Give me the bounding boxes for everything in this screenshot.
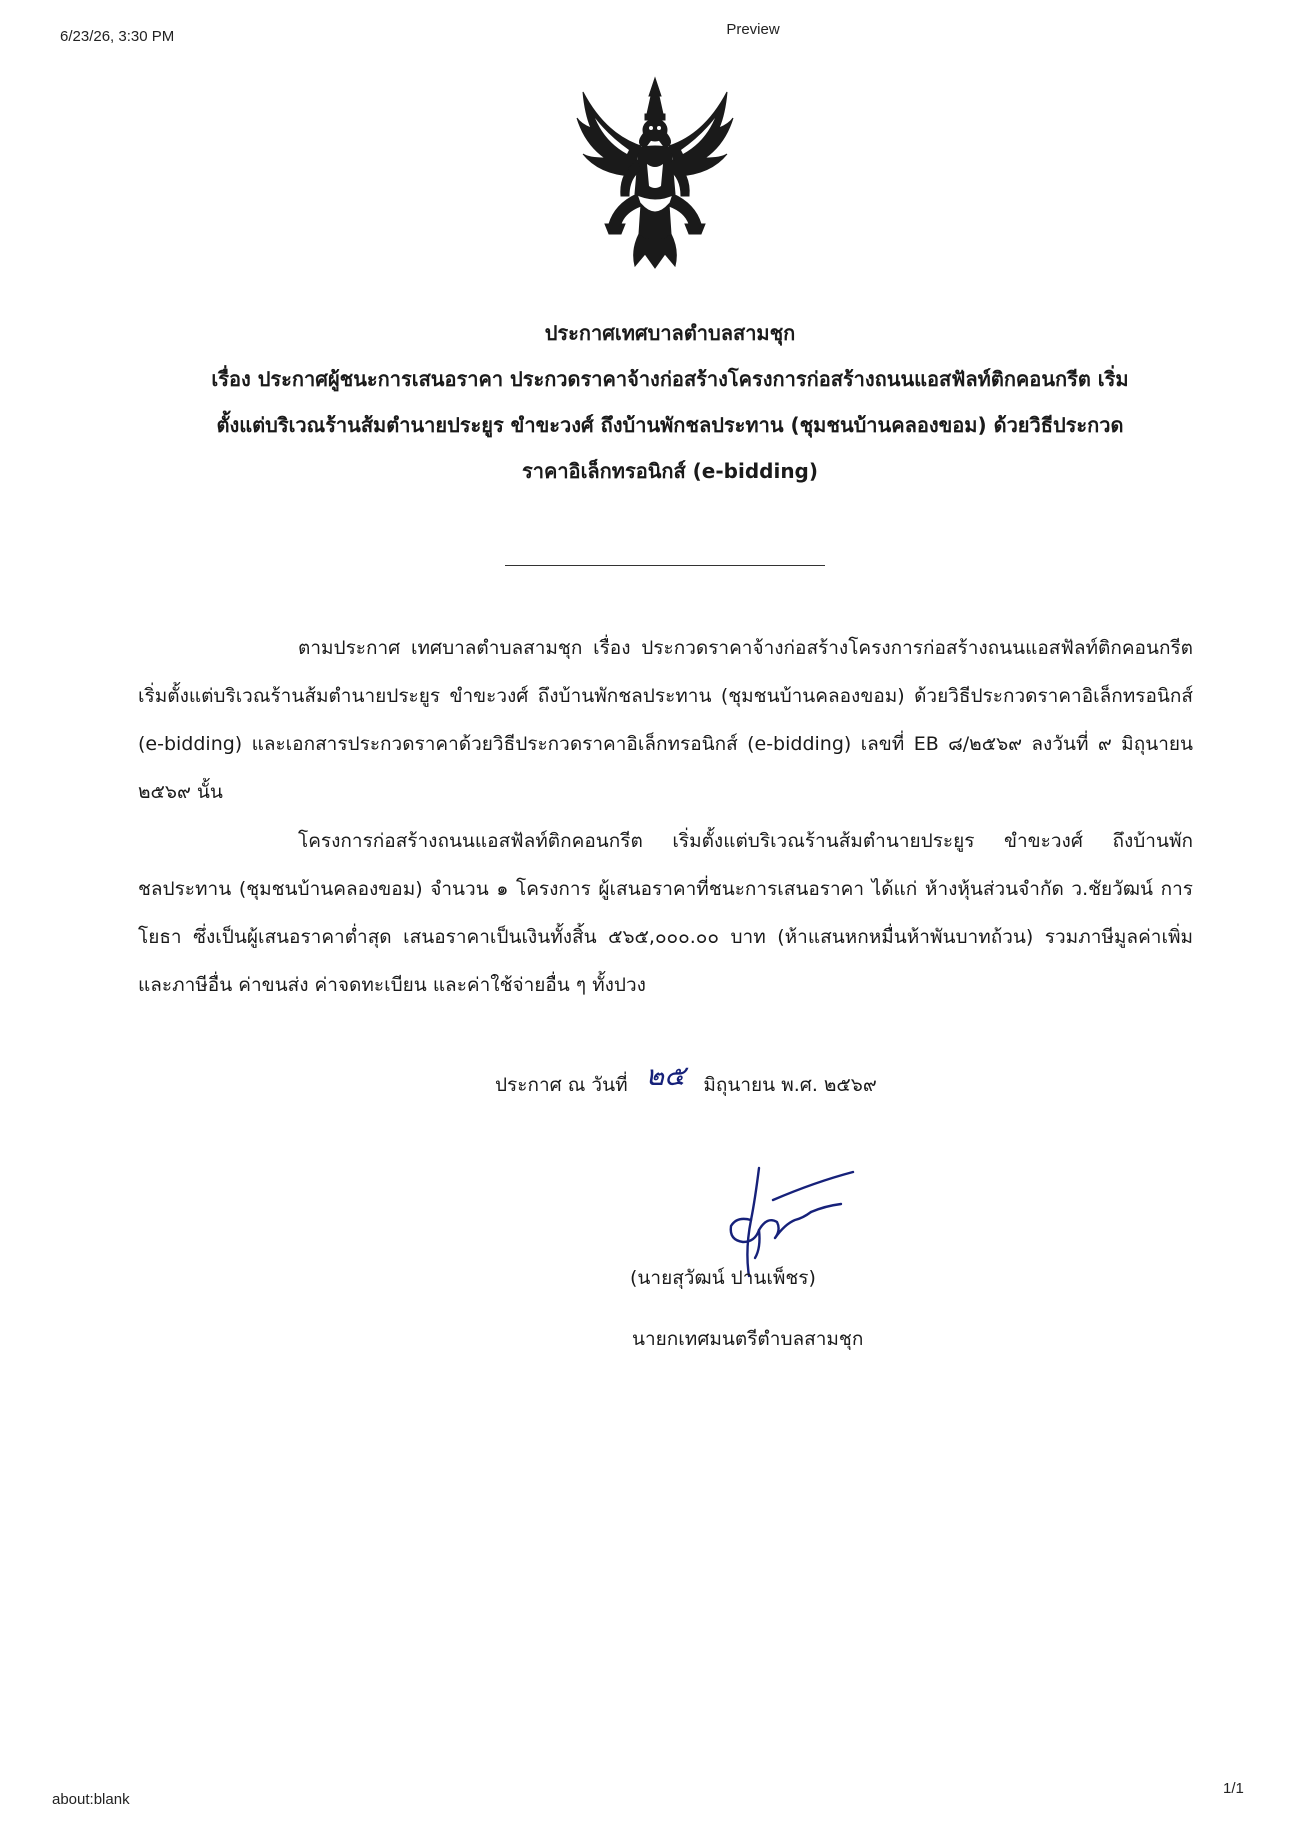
announcement-date-suffix: มิถุนายน พ.ศ. ๒๕๖๙ <box>703 1074 877 1096</box>
paragraph-2-text: โครงการก่อสร้างถนนแอสฟัลท์ติกคอนกรีต เริ่มตั้งแต่บริเวณร้านส้มตำนายประยูร ขำขะวงศ์ ถึงบ้านพักชลประทาน (ชุมชนบ้านคลองขอม) จำนวน ๑ โครงการ ผู้เสนอราคาที่ชนะการเสนอราคา ได้แก่ ห้างหุ้นส่วนจำกัด ว.ชัยวัฒน์ การโยธา ซึ่งเป็นผู้เสนอราคาต่ำสุด เสนอราคาเป็นเงินทั้งสิ้น ๕๖๕,๐๐๐.๐๐ บาท (ห้าแสนหกหมื่นห้าพันบาทถ้วน) รวมภาษีมูลค่าเพิ่มและภาษีอื่น ค่าขนส่ง ค่าจดทะเบียน และค่าใช้จ่ายอื่น ๆ ทั้งปวง <box>138 830 1193 996</box>
body-paragraph-2 <box>138 817 1193 1009</box>
signer-title: นายกเทศมนตรีตำบลสามชุก <box>632 1328 864 1350</box>
handwritten-signature-icon <box>715 1160 875 1280</box>
garuda-emblem-icon <box>575 74 735 270</box>
announcement-date-prefix: ประกาศ ณ วันที่ <box>495 1074 628 1096</box>
print-url: about:blank <box>52 1791 130 1808</box>
heading-divider <box>505 565 825 566</box>
print-page-title: Preview <box>726 21 780 38</box>
body-paragraph-1 <box>138 624 1193 816</box>
subject-line-2: ตั้งแต่บริเวณร้านส้มตำนายประยูร ขำขะวงศ์ ถึงบ้านพักชลประทาน (ชุมชนบ้านคลองขอม) ด้วยวิธีประกวด <box>216 413 1124 437</box>
paragraph-1-text: ตามประกาศ เทศบาลตำบลสามชุก เรื่อง ประกวดราคาจ้างก่อสร้างโครงการก่อสร้างถนนแอสฟัลท์ติกคอนกรีต เริ่มตั้งแต่บริเวณร้านส้มตำนายประยูร ขำขะวงศ์ ถึงบ้านพักชลประทาน (ชุมชนบ้านคลองขอม) ด้วยวิธีประกวดราคาอิเล็กทรอนิกส์ (e-bidding) และเอกสารประกวดราคาด้วยวิธีประกวดราคาอิเล็กทรอนิกส์ (e-bidding) เลขที่ EB ๘/๒๕๖๙ ลงวันที่ ๙ มิถุนายน ๒๕๖๙ นั้น <box>138 637 1193 803</box>
signer-name: (นายสุวัฒน์ ปานเพ็ชร) <box>630 1267 816 1289</box>
announcement-date <box>495 1060 877 1104</box>
print-date-time: 6/23/26, 3:30 PM <box>60 28 175 45</box>
print-page-count: 1/1 <box>1223 1780 1244 1797</box>
subject-line-3: ราคาอิเล็กทรอนิกส์ (e-bidding) <box>521 459 819 483</box>
document-heading <box>140 310 1200 494</box>
handwritten-day: ๒๕ <box>645 1059 686 1092</box>
organization-title: ประกาศเทศบาลตำบลสามชุก <box>544 321 796 345</box>
subject-line-1: เรื่อง ประกาศผู้ชนะการเสนอราคา ประกวดราคาจ้างก่อสร้างโครงการก่อสร้างถนนแอสฟัลท์ติกคอนกรีต เริ่ม <box>211 367 1129 391</box>
